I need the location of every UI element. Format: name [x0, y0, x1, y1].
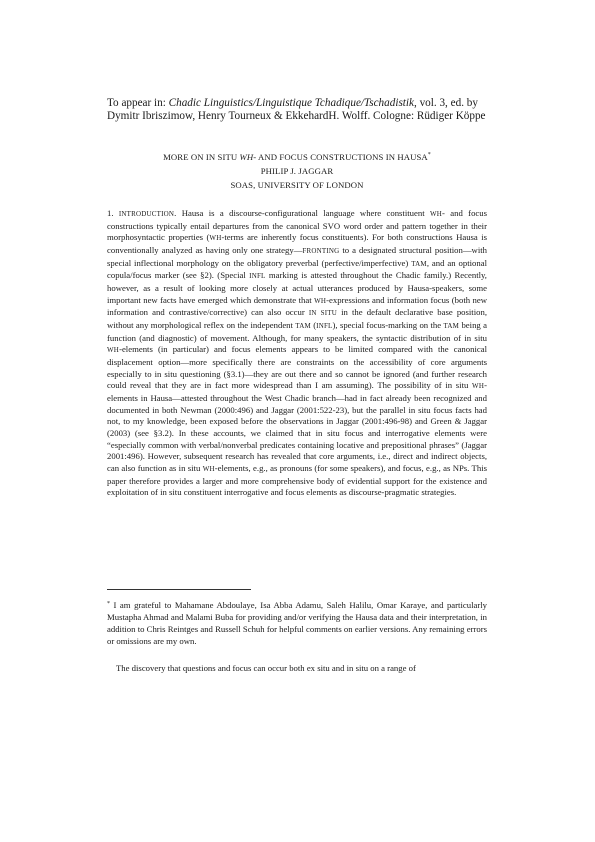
text-run: -elements in Hausa—attested throughout the West Chadic branch—had in fact already been recognized and documented in both Newman (2000:496) and Jaggar (2001:522-23), but the parallel in situ focus facts had not, to my knowledge, been exposed before the observations in Jaggar (2001:496-98) and Green & Jaggar (2003) (see §3.2). In these accounts, we claimed that in situ focus and interrogative elements were “especially common with verbal/nonverbal predicates containing locative and prepositional phrases” (Jaggar 2001:496). However, subsequent research has revealed that core arguments, i.e., direct and indirect objects, can also function as in situ [107, 380, 487, 474]
publication-note [107, 97, 507, 123]
text-run: marking is attested throughout the Chadic family.) Recently, however, as a result of looking more closely at actual utterances produced by Hausa-speakers, some important new facts have emerged which demonstrate that [107, 270, 487, 305]
footnote-marker: * [107, 601, 110, 607]
small-caps-term: INFL [316, 322, 333, 331]
small-caps-term: TAM [443, 322, 460, 331]
small-caps-term: INFL [249, 272, 266, 281]
text-run: ( [310, 320, 317, 331]
section-number: 1. [107, 208, 119, 218]
text-run: to a designated structural position—with special inflectional morphology on the obligatory preverbal (perfective/imperfective) [107, 245, 488, 268]
introduction-paragraph [107, 208, 487, 499]
publication-details: , vol. 3, ed. by Dymitr Ibriszimow, Henry Tourneux & EkkehardH. Wolff. Cologne: Rüdiger Köppe [107, 97, 486, 122]
small-caps-term: TAM [411, 259, 427, 268]
text-run: - and focus constructions typically entail departures from the canonical SVO word order and pattern together in their morphosyntactic properties ( [107, 208, 487, 243]
small-caps-term: TAM [295, 322, 311, 331]
small-caps-term: WH [314, 296, 327, 305]
title-wh: WH [239, 152, 254, 162]
text-run: ), special focus-marking on the [332, 320, 444, 331]
section-heading: INTRODUCTION [118, 210, 175, 218]
text-run: . Hausa is a discourse-configurational language where constituent [174, 208, 430, 218]
small-caps-term: WH [429, 210, 443, 218]
footnote-text: I am grateful to Mahamane Abdoulaye, Isa Abba Adamu, Saleh Halilu, Omar Karaye, and particularly Mustapha Ahmad and Malami Buba for providing and/or verifying the Hausa data and their interpretation, in addition to Chris Reintges and Russell Schuh for helpful comments on earlier versions. Any remaining errors or omissions are my own. [107, 600, 487, 646]
small-caps-term: WH [202, 465, 215, 474]
small-caps-term: WH [472, 382, 485, 391]
continuation-text: The discovery that questions and focus can occur both ex situ and in situ on a range of [116, 663, 416, 673]
text-run: -elements (in particular) and focus elements appears to be limited compared with the canonical displacement option—more specifically there are constraints on the accessibility of core arguments especially to in situ questioning (§3.1)—they are out there and so cannot be ignored (and further research could reveal that they are in fact more widespread than I am assuming). The possibility of in situ [107, 344, 487, 391]
footnote [107, 600, 487, 648]
body-text [107, 208, 487, 499]
title-part-1: MORE ON IN SITU [163, 152, 240, 162]
text-run: -expressions and information focus (both new information and contrastive/corrective) can also occur [107, 294, 488, 318]
footnote-divider [107, 589, 251, 590]
text-run: , and an optional copula/focus marker (see §2). (Special [107, 257, 488, 281]
author-name: PHILIP J. JAGGAR [260, 166, 334, 176]
title-footnote-marker: * [427, 152, 431, 158]
continuation-paragraph [107, 663, 487, 675]
journal-title: Chadic Linguistics/Linguistique Tchadique/Tschadistik [168, 97, 414, 109]
publication-prefix: To appear in: [107, 97, 169, 109]
text-run: -elements, e.g., as pronouns (for some speakers), and focus, e.g., as NPs. This paper therefore provides a larger and more comprehensive body of evidential support for the existence and exploitation of in situ constituent interrogative and focus elements as discourse-pragmatic strategies. [107, 463, 487, 498]
text-run: in the default declarative base position, without any morphological reflex on the independent [107, 307, 487, 331]
author-affiliation: SOAS, UNIVERSITY OF LONDON [230, 180, 364, 190]
small-caps-term: WH [107, 346, 120, 355]
small-caps-term: IN SITU [308, 309, 337, 318]
text-run: being a function (and diagnostic) of movement. Although, for many speakers, the syntactic distribution of in situ [107, 320, 487, 343]
title-block [107, 150, 487, 192]
text-run: -terms are inherently focus constituents). For both constructions Hausa is conventionally analyzed as having only one strategy— [107, 232, 487, 256]
title-part-2: - AND FOCUS CONSTRUCTIONS IN HAUSA [253, 152, 428, 162]
paper-title [107, 150, 487, 164]
small-caps-term: WH [209, 234, 222, 243]
small-caps-term: FRONTING [302, 247, 340, 256]
